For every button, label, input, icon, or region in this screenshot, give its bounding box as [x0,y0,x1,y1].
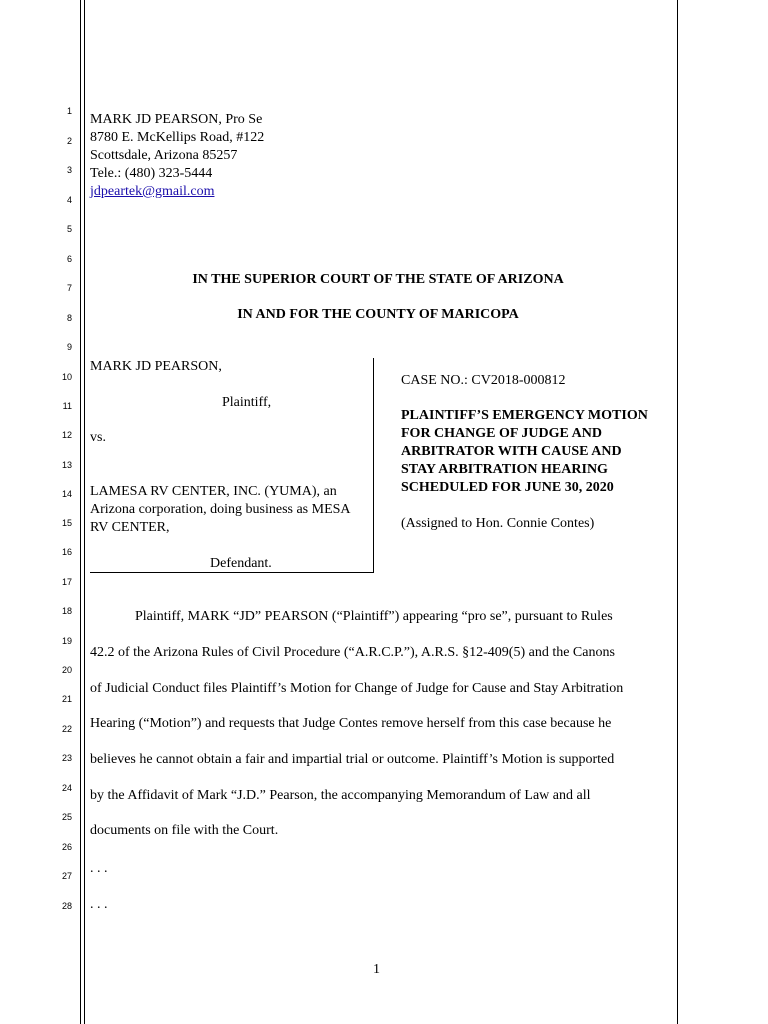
line-number: 12 [61,430,72,440]
ellipsis-1: . . . [90,861,108,876]
plaintiff-name: MARK JD PEARSON, [90,359,222,374]
line-number: 17 [61,577,72,587]
left-margin-rule-outer [80,0,81,1024]
body-line-1: Plaintiff, MARK “JD” PEARSON (“Plaintiff”) appearing “pro se”, pursuant to Rules [135,609,613,624]
line-number: 2 [66,136,72,146]
line-number: 23 [61,753,72,763]
line-number: 4 [66,195,72,205]
motion-title-line-1: PLAINTIFF’S EMERGENCY MOTION [401,408,648,423]
page-number: 1 [373,962,380,977]
defendant-line-2: Arizona corporation, doing business as MESA [90,502,351,517]
body-line-4: Hearing (“Motion”) and requests that Judge Contes remove herself from this case because he [90,716,612,731]
line-number: 6 [66,254,72,264]
defendant-line-1: LAMESA RV CENTER, INC. (YUMA), an [90,484,337,499]
court-title-line-1: IN THE SUPERIOR COURT OF THE STATE OF ARIZONA [192,272,564,287]
line-number: 10 [61,372,72,382]
line-number: 28 [61,901,72,911]
line-number: 13 [61,460,72,470]
line-number: 26 [61,842,72,852]
line-number: 5 [66,224,72,234]
motion-title-line-5: SCHEDULED FOR JUNE 30, 2020 [401,480,614,495]
versus: vs. [90,430,106,445]
line-number: 14 [61,489,72,499]
defendant-line-3: RV CENTER, [90,520,170,535]
right-margin-rule [677,0,678,1024]
attorney-name: MARK JD PEARSON, Pro Se [90,112,263,127]
address-line-2: Scottsdale, Arizona 85257 [90,148,238,163]
caption-vertical-rule [373,358,374,572]
line-number: 1 [66,106,72,116]
line-number: 16 [61,547,72,557]
line-number: 11 [62,401,72,411]
case-number: CASE NO.: CV2018-000812 [401,373,566,388]
line-number: 22 [61,724,72,734]
body-line-7: documents on file with the Court. [90,823,279,838]
body-line-2: 42.2 of the Arizona Rules of Civil Procedure (“A.R.C.P.”), A.R.S. §12-409(5) and the Canons [90,645,615,660]
defendant-label: Defendant. [210,556,272,571]
assigned-judge: (Assigned to Hon. Connie Contes) [401,516,595,531]
ellipsis-2: . . . [90,897,108,912]
line-number: 27 [61,871,72,881]
line-number: 8 [66,313,72,323]
left-margin-rule-inner [84,0,85,1024]
motion-title-line-4: STAY ARBITRATION HEARING [401,462,608,477]
line-number: 25 [61,812,72,822]
address-line-1: 8780 E. McKellips Road, #122 [90,130,265,145]
email-link[interactable]: jdpeartek@gmail.com [90,184,215,199]
line-number: 18 [61,606,72,616]
body-line-6: by the Affidavit of Mark “J.D.” Pearson, the accompanying Memorandum of Law and all [90,788,591,803]
line-number: 3 [66,165,72,175]
line-number: 24 [61,783,72,793]
body-line-5: believes he cannot obtain a fair and impartial trial or outcome. Plaintiff’s Motion is supported [90,752,615,767]
line-number: 20 [61,665,72,675]
court-title-line-2: IN AND FOR THE COUNTY OF MARICOPA [237,307,519,322]
phone: Tele.: (480) 323-5444 [90,166,213,181]
plaintiff-label: Plaintiff, [222,395,272,410]
caption-bottom-rule [90,572,374,573]
line-number: 21 [61,694,72,704]
line-number: 9 [66,342,72,352]
body-line-3: of Judicial Conduct files Plaintiff’s Motion for Change of Judge for Cause and Stay Arbitration [90,681,624,696]
motion-title-line-3: ARBITRATOR WITH CAUSE AND [401,444,622,459]
line-number: 19 [61,636,72,646]
motion-title-line-2: FOR CHANGE OF JUDGE AND [401,426,602,441]
line-number: 15 [61,518,72,528]
line-number: 7 [66,283,72,293]
